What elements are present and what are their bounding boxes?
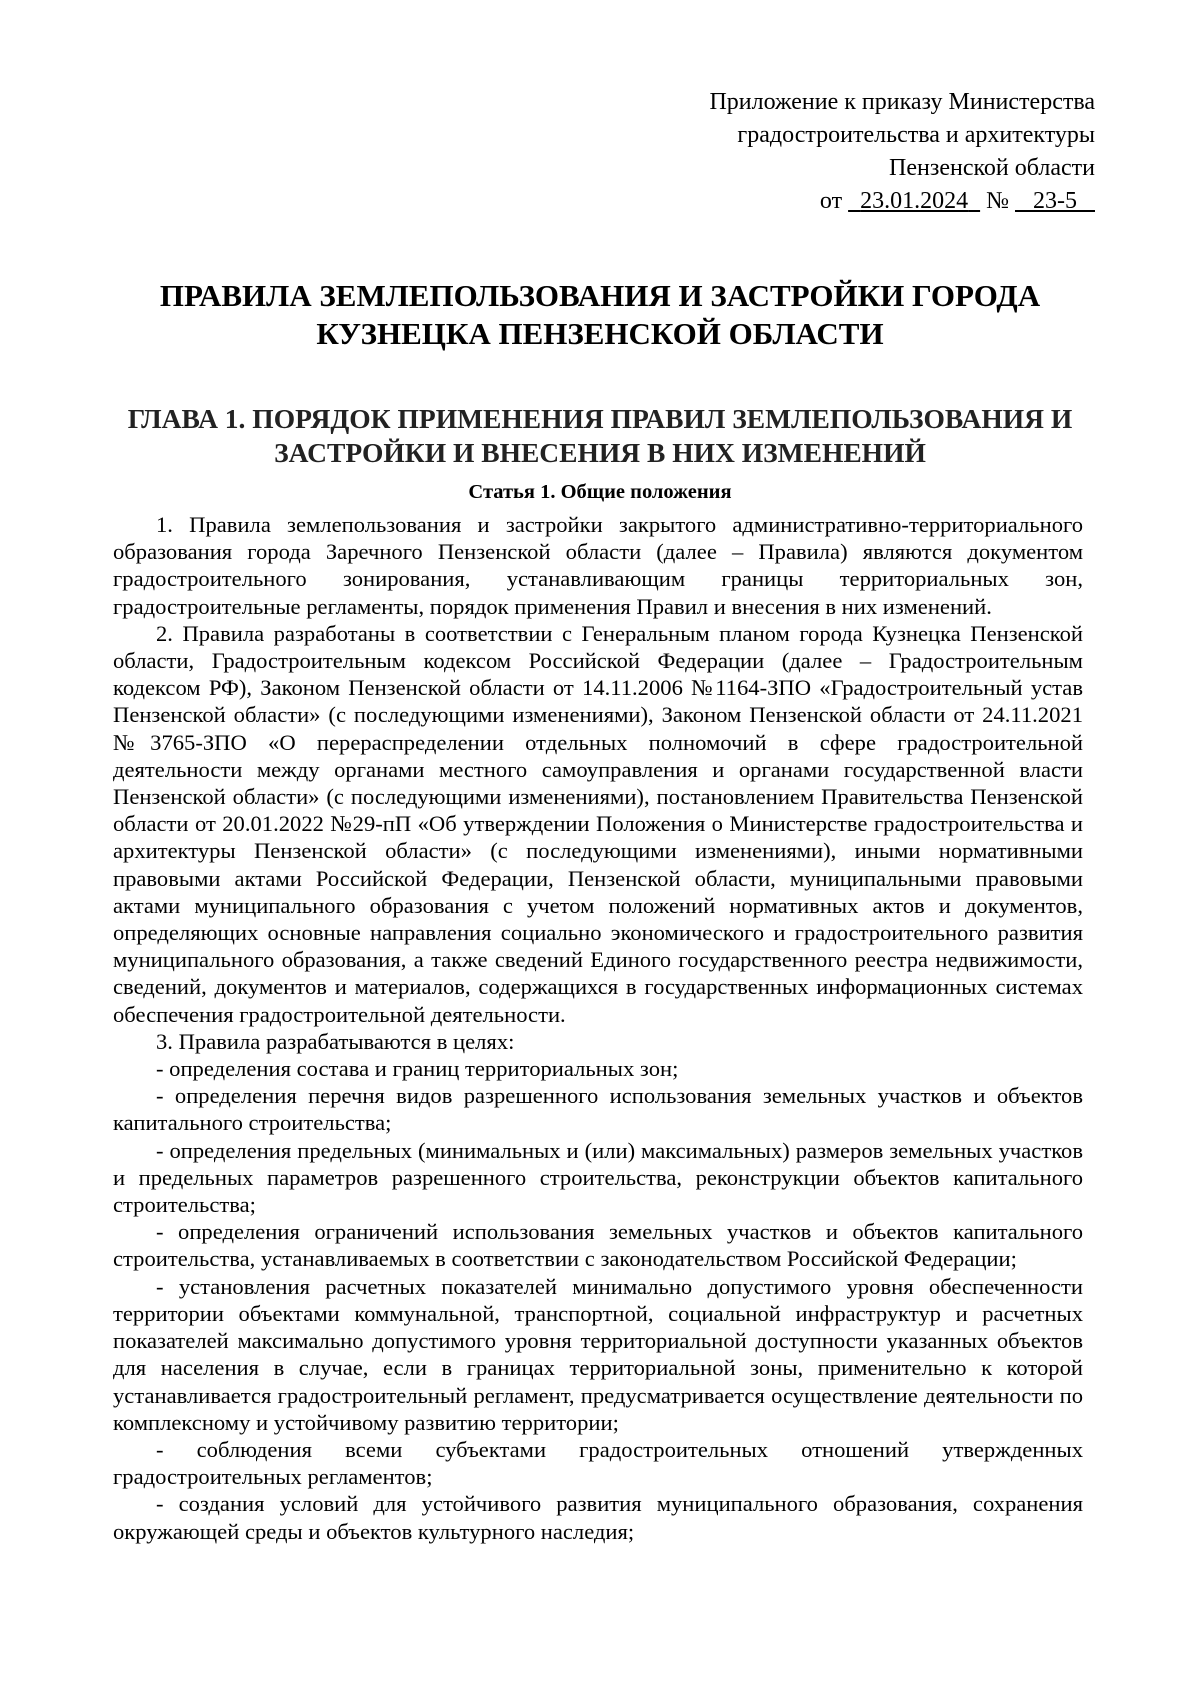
approval-date-number-line xyxy=(575,185,1095,218)
approval-line-3: Пензенской области xyxy=(889,155,1095,181)
list-item: - определения перечня видов разрешенного использования земельных участков и объектов капитального строительства; xyxy=(113,1083,1083,1136)
approval-block xyxy=(575,86,1095,218)
approval-date: 23.01.2024 xyxy=(860,188,969,214)
approval-number-sign: № xyxy=(986,188,1009,214)
document-body xyxy=(113,511,1083,1545)
paragraph-1: 1. Правила землепользования и застройки закрытого административно-территориального образования города Заречного Пензенской области (далее – Правила) являются документом градостроительного зонирования, устанавливающим границы территориальных зон, градостроительные регламенты, порядок применения Правил и внесения в них изменений. xyxy=(113,512,1083,619)
chapter-heading-line-1: ГЛАВА 1. ПОРЯДОК ПРИМЕНЕНИЯ ПРАВИЛ ЗЕМЛЕПОЛЬЗОВАНИЯ И xyxy=(127,403,1073,434)
paragraph-2: 2. Правила разработаны в соответствии с Генеральным планом города Кузнецка Пензенской области, Градостроительным кодексом Российской Федерации (далее – Градостроительным кодексом РФ), Законом Пензенской области от 14.11.2006 №1164-ЗПО «Градостроительный устав Пензенской области» (с последующими изменениями), Законом Пензенской области от 24.11.2021 №3765-ЗПО «О перераспределении отдельных полномочий в сфере градостроительной деятельности между органами местного самоуправления и органами государственной власти Пензенской области» (с последующими изменениями), постановлением Правительства Пензенской области от 20.01.2022 №29-пП «Об утверждении Положения о Министерстве градостроительства и архитектуры Пензенской области» (с последующими изменениями), иными нормативными правовыми актами Российской Федерации, Пензенской области, муниципальными правовыми актами муниципального образования с учетом положений нормативных актов и документов, определяющих основные направления социально экономического и градостроительного развития муниципального образования, а также сведений Единого государственного реестра недвижимости, сведений, документов и материалов, содержащихся в государственных информационных системах обеспечения градостроительной деятельности. xyxy=(113,620,1083,1027)
list-item: - определения предельных (минимальных и (или) максимальных) размеров земельных участков и предельных параметров разрешенного строительства, реконструкции объектов капитального строительства; xyxy=(113,1137,1083,1218)
chapter-heading xyxy=(112,402,1088,470)
article-heading: Статья 1. Общие положения xyxy=(468,481,732,503)
list-item: - соблюдения всеми субъектами градостроительных отношений утвержденных градостроительных регламентов; xyxy=(113,1436,1083,1490)
document-title-line-2: КУЗНЕЦКА ПЕНЗЕНСКОЙ ОБЛАСТИ xyxy=(316,316,884,351)
paragraph-3: 3. Правила разрабатываются в целях: xyxy=(156,1028,515,1054)
chapter-heading-line-2: ЗАСТРОЙКИ И ВНЕСЕНИЯ В НИХ ИЗМЕНЕНИЙ xyxy=(274,437,926,468)
approval-line-2: градостроительства и архитектуры xyxy=(737,122,1095,148)
list-item: - установления расчетных показателей минимально допустимого уровня обеспеченности территории объектами коммунальной, транспортной, социальной инфраструктур и расчетных показателей максимально допустимого уровня территориальной доступности указанных объектов для населения в случае, если в границах территориальной зоны, применительно к которой устанавливается градостроительный регламент, предусматривается осуществление деятельности по комплексному и устойчивому развитию территории; xyxy=(113,1273,1083,1435)
list-item: - определения состава и границ территориальных зон; xyxy=(156,1056,679,1082)
approval-line-1: Приложение к приказу Министерства xyxy=(709,89,1095,115)
document-title-line-1: ПРАВИЛА ЗЕМЛЕПОЛЬЗОВАНИЯ И ЗАСТРОЙКИ ГОРОДА xyxy=(159,278,1041,313)
list-item: - создания условий для устойчивого развития муниципального образования, сохранения окружающей среды и объектов культурного наследия; xyxy=(113,1491,1083,1544)
approval-from-label: от xyxy=(819,188,843,214)
list-item: - определения ограничений использования земельных участков и объектов капитального строительства, устанавливаемых в соответствии с законодательством Российской Федерации; xyxy=(113,1219,1083,1272)
document-title xyxy=(120,277,1080,353)
approval-number: 23-5 xyxy=(1033,188,1077,214)
